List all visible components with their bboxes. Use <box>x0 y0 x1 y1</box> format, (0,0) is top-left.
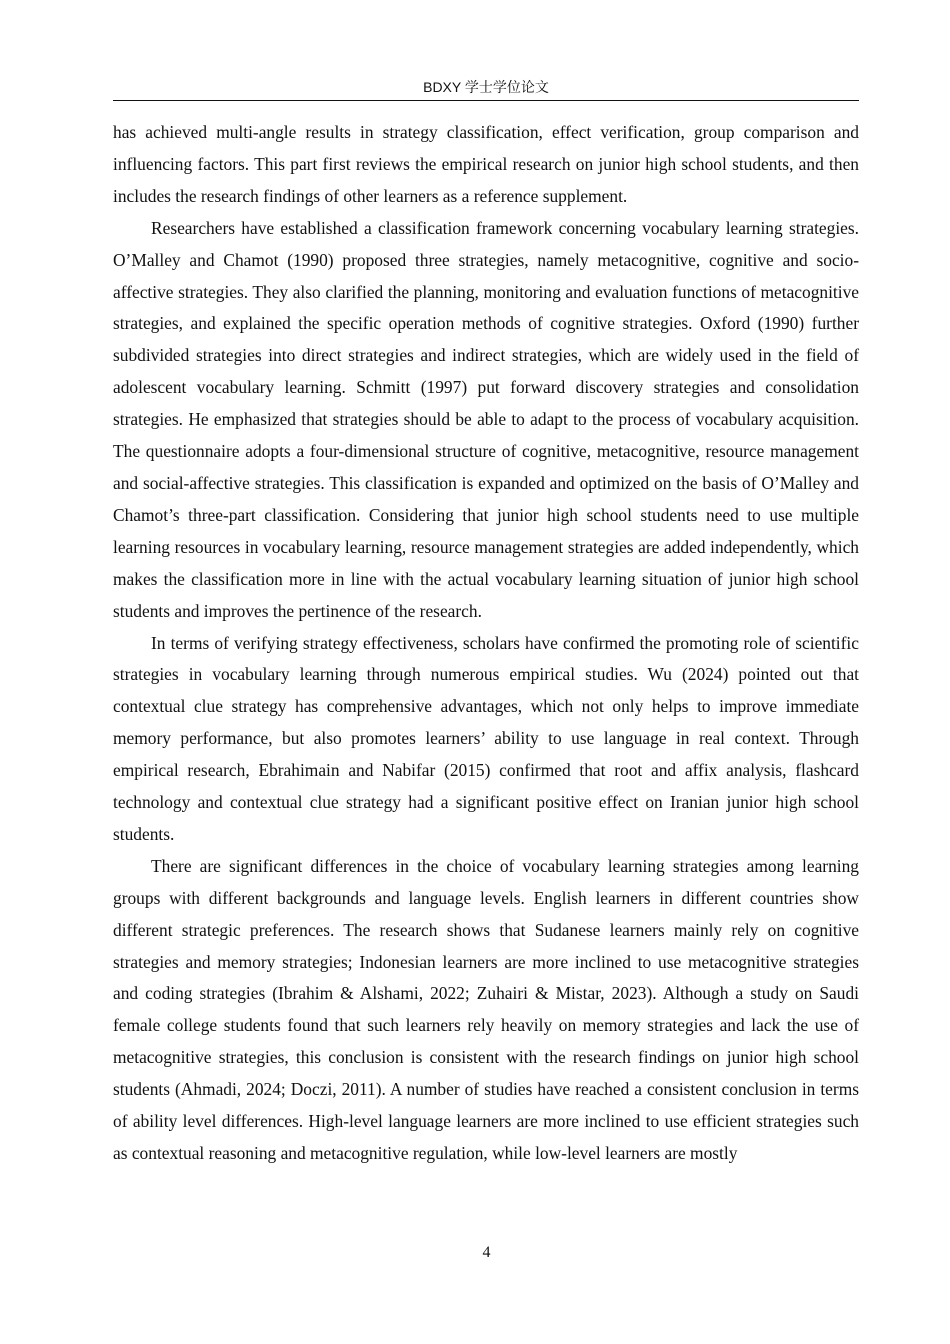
running-header: BDXY 学士学位论文 <box>113 76 859 101</box>
paragraph-classification-framework: Researchers have established a classification framework concerning vocabulary learning strategies. O’Malley and Chamot (1990) proposed three strategies, namely metacognitive, cognitive and socio-affective strategies. They also clarified the planning, monitoring and evaluation functions of metacognitive strategies, and explained the specific operation methods of cognitive strategies. Oxford (1990) further subdivided strategies into direct strategies and indirect strategies, which are widely used in the field of adolescent vocabulary learning. Schmitt (1997) put forward discovery strategies and consolidation strategies. He emphasized that strategies should be able to adapt to the process of vocabulary acquisition. The questionnaire adopts a four-dimensional structure of cognitive, metacognitive, resource management and social-affective strategies. This classification is expanded and optimized on the basis of O’Malley and Chamot’s three-part classification. Considering that junior high school students need to use multiple learning resources in vocabulary learning, resource management strategies are added independently, which makes the classification more in line with the actual vocabulary learning situation of junior high school students and improves the pertinence of the research. <box>113 217 859 621</box>
body-text <box>113 117 859 1170</box>
paragraph-group-differences: There are significant differences in the choice of vocabulary learning strategies among learning groups with different backgrounds and language levels. English learners in different countries show different strategic preferences. The research shows that Sudanese learners mainly rely on cognitive strategies and memory strategies; Indonesian learners are more inclined to use metacognitive strategies and coding strategies (Ibrahim & Alshami, 2022; Zuhairi & Mistar, 2023). Although a study on Saudi female college students found that such learners rely heavily on memory strategies and lack the use of metacognitive strategies, this conclusion is consistent with the research findings on junior high school students (Ahmadi, 2024; Doczi, 2011). A number of studies have reached a consistent conclusion in terms of ability level differences. High-level language learners are more inclined to use efficient strategies such as contextual reasoning and metacognitive regulation, while low-level learners are mostly <box>113 855 859 1163</box>
paragraph-continuation: has achieved multi-angle results in strategy classification, effect verification, group comparison and influencing factors. This part first reviews the empirical research on junior high school students, and then includes the research findings of other learners as a reference supplement. <box>113 122 859 206</box>
page-number: 4 <box>482 1244 491 1261</box>
paragraph-strategy-effectiveness: In terms of verifying strategy effectiveness, scholars have confirmed the promoting role of scientific strategies in vocabulary learning through numerous empirical studies. Wu (2024) pointed out that contextual clue strategy has comprehensive advantages, which not only helps to improve immediate memory performance, but also promotes learners’ ability to use language in real context. Through empirical research, Ebrahimain and Nabifar (2015) confirmed that root and affix analysis, flashcard technology and contextual clue strategy had a significant positive effect on Iranian junior high school students. <box>113 632 859 844</box>
